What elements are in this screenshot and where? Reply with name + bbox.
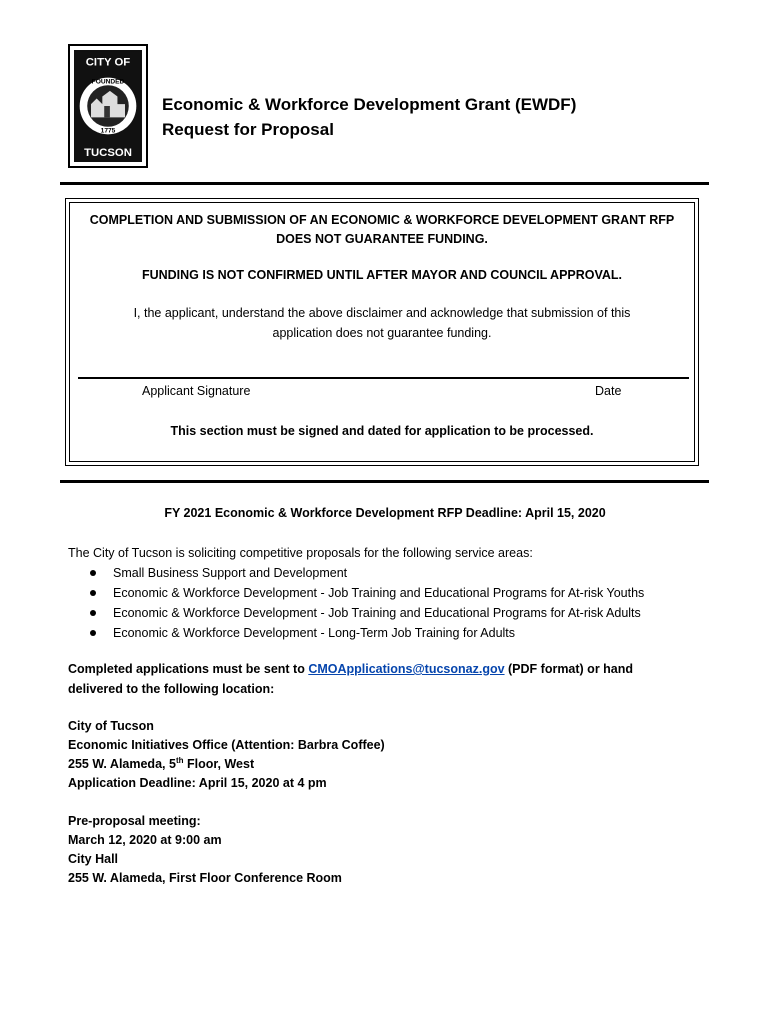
logo-text-top: CITY OF	[85, 56, 131, 69]
deadline-heading: FY 2021 Economic & Workforce Development RFP Deadline: April 15, 2020	[164, 506, 606, 520]
list-item	[88, 583, 644, 603]
list-item	[88, 563, 644, 583]
address-line-3	[68, 755, 254, 775]
city-of-tucson-logo	[68, 44, 148, 168]
bullet-icon	[90, 610, 96, 616]
disclaimer-line-2: DOES NOT GUARANTEE FUNDING.	[276, 232, 488, 246]
acknowledge-line-1: I, the applicant, understand the above disclaimer and acknowledge that submission of this	[133, 306, 631, 320]
meeting-address: 255 W. Alameda, First Floor Conference Room	[68, 871, 342, 885]
meeting-date: March 12, 2020 at 9:00 am	[68, 833, 222, 847]
submission-email-link[interactable]: CMOApplications@tucsonaz.gov	[308, 662, 505, 676]
service-area-label: Small Business Support and Development	[113, 566, 348, 580]
funding-note: FUNDING IS NOT CONFIRMED UNTIL AFTER MAYOR AND COUNCIL APPROVAL.	[141, 268, 623, 282]
title-line-2: Request for Proposal	[162, 120, 334, 139]
bullet-icon	[90, 630, 96, 636]
bullet-icon	[90, 590, 96, 596]
floor-ordinal: th	[175, 755, 184, 765]
service-areas-list	[88, 563, 644, 643]
section-divider	[60, 480, 709, 483]
header-divider	[60, 182, 709, 185]
title-line-1: Economic & Workforce Development Grant (EWDF)	[162, 95, 577, 114]
bullet-icon	[90, 570, 96, 576]
logo-year: 1775	[100, 127, 116, 135]
acknowledge-line-2: application does not guarantee funding.	[272, 326, 492, 340]
submission-suffix: (PDF format) or hand	[504, 662, 634, 676]
signed-note: This section must be signed and dated for application to be processed.	[170, 424, 594, 438]
submission-line-2: delivered to the following location:	[68, 682, 275, 696]
disclaimer-box	[65, 198, 699, 466]
applicant-signature-label: Applicant Signature	[142, 384, 251, 398]
address-line-1: City of Tucson	[68, 719, 154, 733]
service-area-label: Economic & Workforce Development - Job Training and Educational Programs for At-risk Youths	[113, 586, 645, 600]
disclaimer-line-1: COMPLETION AND SUBMISSION OF AN ECONOMIC & WORKFORCE DEVELOPMENT GRANT RFP	[89, 213, 675, 227]
address-floor: Floor, West	[183, 757, 255, 771]
meeting-place: City Hall	[68, 852, 119, 866]
service-area-label: Economic & Workforce Development - Job Training and Educational Programs for At-risk Adults	[113, 606, 641, 620]
date-label: Date	[595, 384, 622, 398]
logo-seal	[74, 50, 142, 162]
list-item	[88, 623, 644, 643]
submission-line-1	[68, 660, 633, 680]
address-line-2: Economic Initiatives Office (Attention: Barbra Coffee)	[68, 738, 385, 752]
logo-text-ring: FOUNDED	[91, 78, 125, 86]
meeting-heading: Pre-proposal meeting:	[68, 814, 201, 828]
signature-line[interactable]	[78, 377, 689, 379]
service-area-label: Economic & Workforce Development - Long-Term Job Training for Adults	[113, 626, 516, 640]
intro-text: The City of Tucson is soliciting competitive proposals for the following service areas:	[68, 546, 533, 560]
logo-text-bottom: TUCSON	[84, 147, 132, 160]
document-title	[162, 92, 576, 142]
list-item	[88, 603, 644, 623]
submission-prefix: Completed applications must be sent to	[68, 662, 309, 676]
application-deadline: Application Deadline: April 15, 2020 at 4 pm	[68, 776, 327, 790]
address-street: 255 W. Alameda, 5	[68, 757, 176, 771]
